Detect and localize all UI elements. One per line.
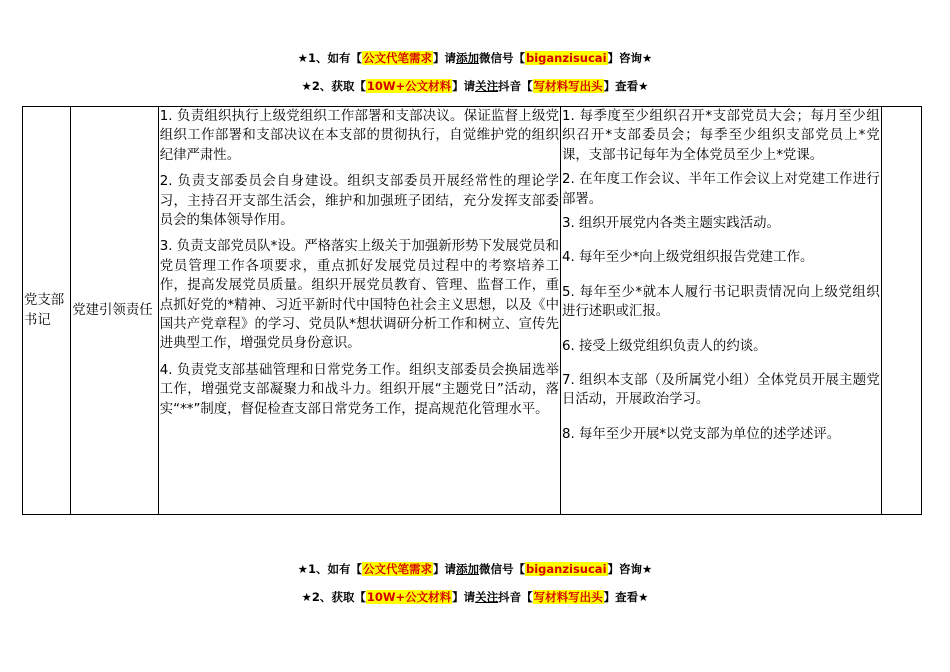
banner-underlined-word: 添加 [455, 562, 479, 576]
banner-prefix: ★1、如有【 [297, 562, 362, 576]
table-row [23, 107, 922, 515]
notes-cell [881, 107, 921, 515]
task-item: 6. 接受上级党组织负责人的约谈。 [561, 338, 767, 354]
responsibilities-cell [158, 107, 560, 515]
responsibility-item: 4. 负责党支部基础管理和日常党务工作。组织支部委员会换届选举工作，增强党支部凝聚力和战斗力。组织开展“主题党日”活动，落实“**”制度，督促检查支部日常党务工作，提高规范化管理水平。 [159, 362, 559, 417]
banner-suffix: 】查看★ [603, 79, 649, 93]
task-item: 4. 每年至少*向上级党组织报告党建工作。 [561, 250, 814, 266]
banner-highlight-materials: 10W+公文材料 [366, 590, 452, 604]
role-cell [23, 107, 71, 515]
task-item: 7. 组织本支部（及所属党小组）全体党员开展主题党日活动，开展政治学习。 [561, 373, 880, 408]
banner-highlight-service: 公文代笔需求 [362, 51, 432, 65]
banner-mid: 微信号【 [478, 562, 525, 576]
responsibility-item: 2. 负责支部委员会自身建设。组织支部委员开展经常性的理论学习，主持召开支部生活会，维护和加强班子团结，充分发挥支部委员会的集体领导作用。 [159, 174, 559, 229]
banner-highlight-wechat-id: biganzisucai [525, 51, 607, 65]
banner-mid: 微信号【 [478, 51, 525, 65]
banner-highlight-materials: 10W+公文材料 [366, 79, 452, 93]
responsibilities-list [160, 107, 559, 514]
task-item: 5. 每年至少*就本人履行书记职责情况向上级党组织进行述职或汇报。 [561, 284, 880, 320]
duty-cell [71, 107, 158, 515]
banner-underlined-word: 关注 [475, 79, 499, 93]
banner-mid: 】请 [452, 79, 476, 93]
banner-prefix: ★1、如有【 [297, 51, 362, 65]
responsibility-item: 3. 负责支部党员队*设。严格落实上级关于加强新形势下发展党员和党员管理工作各项要求，重点抓好发展党员过程中的考察培养工作，提高发展党员质量。组织开展党员教育、管理、监督工作，重点抓好党的*精神、习近平新时代中国特色社会主义思想，以及《中国共产党章程》的学习、党员队*想状调研分析工作和树立、宣传先进典型工作，增强党员身份意识。 [159, 239, 559, 352]
banner-prefix: ★2、获取【 [301, 79, 366, 93]
task-item: 8. 每年至少开展*以党支部为单位的述学述评。 [561, 426, 841, 442]
footer-banner-line-1 [0, 561, 950, 577]
banner-mid: 】请 [432, 51, 456, 65]
banner-mid: 】请 [452, 590, 476, 604]
task-item: 1. 每季度至少组织召开*支部党员大会；每月至少组织召开*支部委员会；每季至少组织支部党员上*党课，支部书记每年为全体党员至少上*党课。 [561, 109, 880, 163]
banner-suffix: 】咨询★ [607, 51, 653, 65]
tasks-list [562, 107, 880, 514]
header-banner-line-2 [0, 78, 950, 94]
banner-prefix: ★2、获取【 [301, 590, 366, 604]
banner-highlight-service: 公文代笔需求 [362, 562, 432, 576]
banner-mid: 】请 [432, 562, 456, 576]
banner-highlight-douyin-account: 写材料写出头 [533, 79, 603, 93]
banner-suffix: 】咨询★ [607, 562, 653, 576]
banner-suffix: 】查看★ [603, 590, 649, 604]
role-text: 党支部书记 [24, 293, 65, 328]
header-banner-line-1 [0, 50, 950, 66]
tasks-cell [560, 107, 881, 515]
banner-underlined-word: 添加 [455, 51, 479, 65]
responsibility-item: 1. 负责组织执行上级党组织工作部署和支部决议。保证监督上级党组织工作部署和支部决议在本支部的贯彻执行，自觉维护党的组织纪律严肃性。 [159, 109, 559, 163]
responsibility-table [22, 106, 922, 515]
banner-underlined-word: 关注 [475, 590, 499, 604]
banner-highlight-douyin-account: 写材料写出头 [533, 590, 603, 604]
banner-mid: 抖音【 [498, 79, 533, 93]
banner-mid: 抖音【 [498, 590, 533, 604]
duty-text: 党建引领责任 [72, 302, 153, 318]
task-item: 3. 组织开展党内各类主题实践活动。 [561, 216, 780, 232]
task-item: 2. 在年度工作会议、半年工作会议上对党建工作进行部署。 [561, 172, 880, 207]
footer-banner-line-2 [0, 589, 950, 605]
banner-highlight-wechat-id: biganzisucai [525, 562, 607, 576]
